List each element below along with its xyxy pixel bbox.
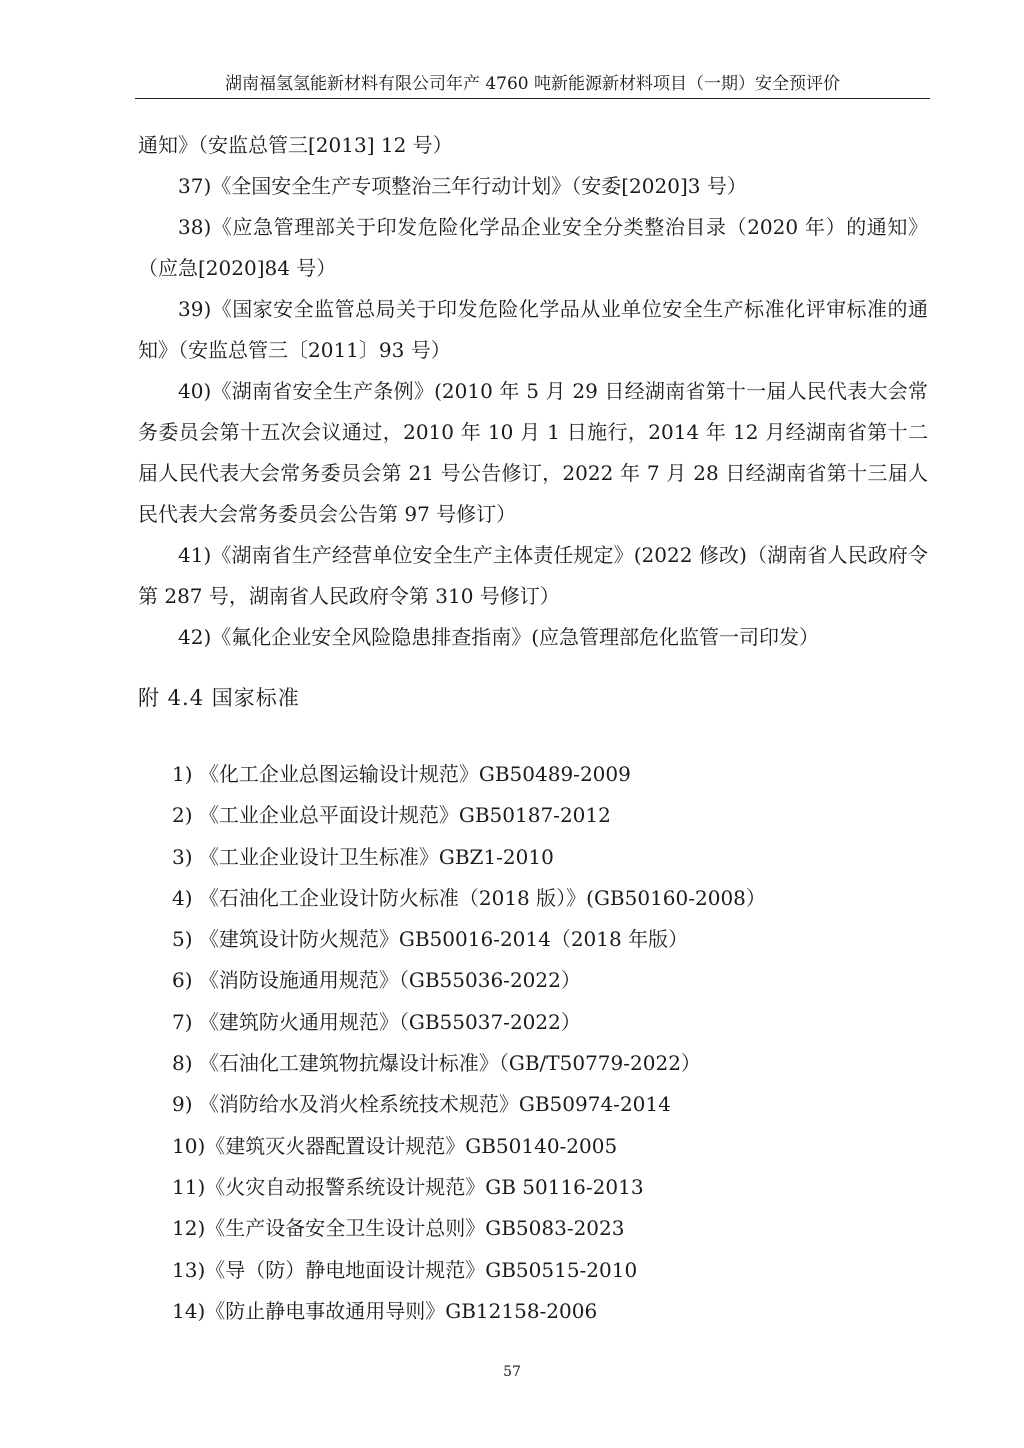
standard-item: 14)《防止静电事故通用导则》GB12158-2006 — [172, 1298, 598, 1323]
page-number: 57 — [503, 1364, 521, 1380]
standard-item: 7) 《建筑防火通用规范》（GB55037-2022） — [172, 1009, 581, 1034]
standard-item: 11)《火灾自动报警系统设计规范》GB 50116-2013 — [172, 1174, 644, 1199]
regulation-item: 37)《全国安全生产专项整治三年行动计划》（安委[2020]3 号） — [178, 174, 747, 198]
page-header: 湖南福氢氢能新材料有限公司年产 4760 吨新能源新材料项目（一期）安全预评价 — [135, 70, 930, 99]
standard-item: 3) 《工业企业设计卫生标准》GBZ1-2010 — [172, 844, 554, 869]
standard-item: 10)《建筑灭火器配置设计规范》GB50140-2005 — [172, 1133, 618, 1158]
standards-list — [138, 754, 928, 1332]
standard-item: 4) 《石油化工企业设计防火标准（2018 版）》(GB50160-2008） — [172, 885, 766, 910]
standard-item: 13)《导（防）静电地面设计规范》GB50515-2010 — [172, 1257, 638, 1282]
standard-item: 9) 《消防给水及消火栓系统技术规范》GB50974-2014 — [172, 1092, 671, 1117]
standard-item: 8) 《石油化工建筑物抗爆设计标准》（GB/T50779-2022） — [172, 1051, 701, 1076]
regulation-item: 40)《湖南省安全生产条例》(2010 年 5 月 29 日经湖南省第十一届人民代表大会常务委员会第十五次会议通过，2010 年 10 月 1 日施行，2014 年 12 月经湖南省第十二届人民代表大会常务委员会第 21 号公告修订，2022 年 7 月 28 日经湖南省第十三届人民代表大会常务委员会公告第 97 号修订） — [138, 379, 928, 526]
standard-item: 2) 《工业企业总平面设计规范》GB50187-2012 — [172, 803, 611, 828]
regulation-item: 通知》（安监总管三[2013] 12 号） — [138, 133, 453, 157]
regulation-item: 38)《应急管理部关于印发危险化学品企业安全分类整治目录（2020 年）的通知》（应急[2020]84 号） — [138, 215, 928, 280]
document-body — [138, 125, 928, 1332]
standard-item: 5) 《建筑设计防火规范》GB50016-2014（2018 年版） — [172, 927, 689, 952]
section-heading: 附 4.4 国家标准 — [138, 686, 300, 710]
regulation-item: 39)《国家安全监管总局关于印发危险化学品从业单位安全生产标准化评审标准的通知》（安监总管三〔2011〕93 号） — [138, 297, 928, 362]
standard-item: 1) 《化工企业总图运输设计规范》GB50489-2009 — [172, 762, 631, 786]
regulation-item: 42)《氟化企业安全风险隐患排查指南》(应急管理部危化监管一司印发） — [178, 625, 820, 649]
regulation-item: 41)《湖南省生产经营单位安全生产主体责任规定》(2022 修改)（湖南省人民政府令第 287 号，湖南省人民政府令第 310 号修订） — [138, 543, 928, 608]
regulation-list — [138, 125, 928, 658]
standard-item: 6) 《消防设施通用规范》（GB55036-2022） — [172, 968, 581, 993]
standard-item: 12)《生产设备安全卫生设计总则》GB5083-2023 — [172, 1216, 625, 1241]
